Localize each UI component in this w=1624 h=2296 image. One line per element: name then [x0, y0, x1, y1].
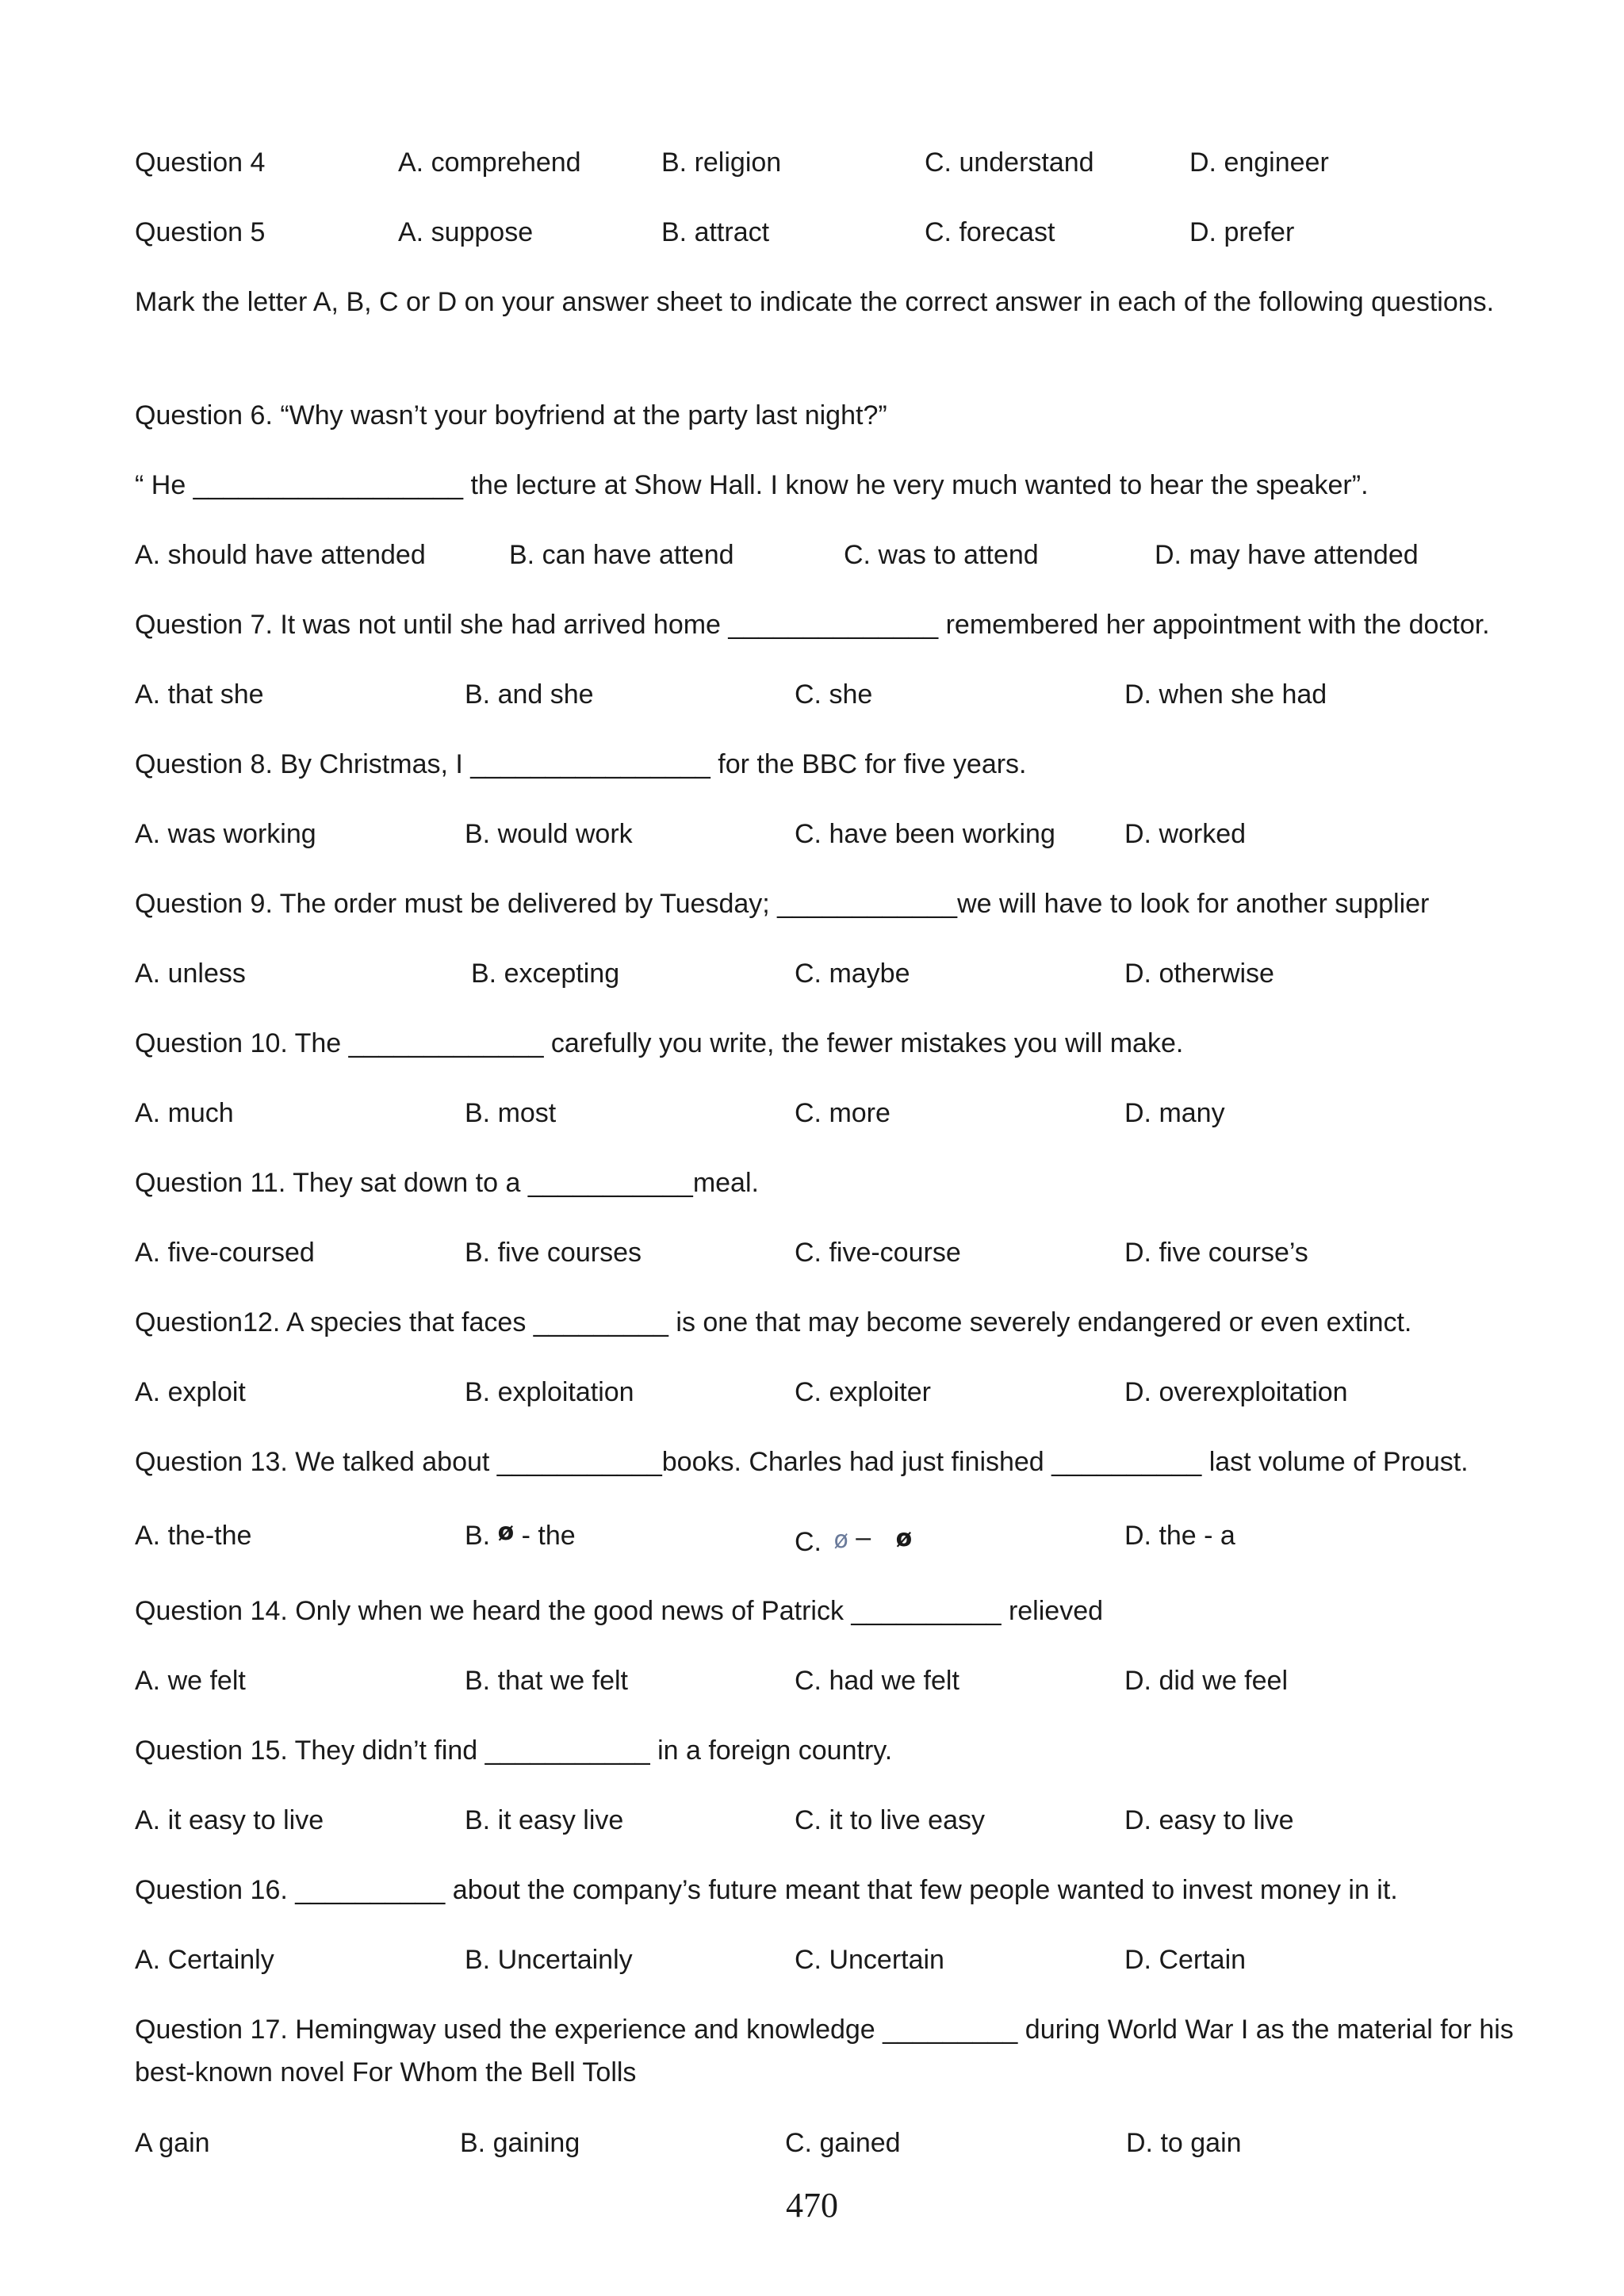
option-d: D. the - a: [1124, 1521, 1235, 1551]
dash: –: [856, 1522, 871, 1552]
option-a: A. that she: [135, 679, 264, 710]
option-a: A. we felt: [135, 1666, 246, 1696]
question-13-stem: Question 13. We talked about ___________books. Charles had just finished __________ last volume of Proust.: [135, 1447, 1469, 1477]
option-c: C. had we felt: [795, 1666, 959, 1696]
option-c: C. understand: [925, 147, 1094, 178]
question-8-stem: Question 8. By Christmas, I ________________ for the BBC for five years.: [135, 749, 1027, 779]
option-d: D. Certain: [1124, 1945, 1247, 1975]
option-d: D. may have attended: [1155, 540, 1419, 570]
question-11-stem: Question 11. They sat down to a ___________meal.: [135, 1168, 759, 1198]
question-12-stem: Question12. A species that faces _________ is one that may become severely endangered or even extinct.: [135, 1307, 1412, 1337]
question-7-stem: Question 7. It was not until she had arrived home ______________ remembered her appointment with the doctor.: [135, 610, 1490, 640]
option-c: C. exploiter: [795, 1377, 931, 1407]
option-d: D. easy to live: [1124, 1805, 1294, 1835]
option-c: C. more: [795, 1098, 891, 1128]
option-a: A. comprehend: [398, 147, 581, 178]
option-b: B. can have attend: [509, 540, 734, 570]
option-c: C. gained: [785, 2128, 901, 2158]
option-b: B. it easy live: [465, 1805, 624, 1835]
null-article-symbol: ø: [497, 1518, 515, 1546]
null-article-symbol: ø: [833, 1526, 848, 1554]
option-c: C. have been working: [795, 819, 1055, 849]
option-b: B. religion: [661, 147, 782, 178]
null-article-symbol: ø: [895, 1525, 913, 1552]
option-d: D. to gain: [1126, 2128, 1242, 2158]
option-c: C. it to live easy: [795, 1805, 985, 1835]
option-a: A. suppose: [398, 217, 534, 247]
option-b: B. excepting: [471, 959, 620, 989]
option-d: D. prefer: [1189, 217, 1295, 247]
option-a: A. much: [135, 1098, 234, 1128]
option-c: C. was to attend: [844, 540, 1039, 570]
option-b: B. that we felt: [465, 1666, 628, 1696]
option-b: B. Uncertainly: [465, 1945, 633, 1975]
question-10-stem: Question 10. The _____________ carefully you write, the fewer mistakes you will make.: [135, 1028, 1184, 1058]
option-b: B. and she: [465, 679, 594, 710]
option-c: [795, 1521, 912, 1565]
option-a: A. the-the: [135, 1521, 252, 1551]
question-15-stem: Question 15. They didn’t find ___________ in a foreign country.: [135, 1735, 893, 1766]
option-c: C. Uncertain: [795, 1945, 944, 1975]
option-c: C. maybe: [795, 959, 910, 989]
option-c: C. forecast: [925, 217, 1055, 247]
option-b-text: - the: [521, 1521, 576, 1551]
option-b: B. would work: [465, 819, 633, 849]
question-17-stem: Question 17. Hemingway used the experience and knowledge _________ during World War I as the material for his best-known novel For Whom the Bell Tolls: [135, 2015, 1514, 2087]
question-9-stem: Question 9. The order must be delivered by Tuesday; ____________we will have to look for another supplier: [135, 889, 1430, 919]
option-d: D. overexploitation: [1124, 1377, 1348, 1407]
question-label: Question 4: [135, 147, 266, 178]
option-a: A. five-coursed: [135, 1238, 315, 1268]
option-d: D. many: [1124, 1098, 1225, 1128]
option-a: A. it easy to live: [135, 1805, 324, 1835]
question-4-row: [135, 141, 1553, 184]
option-a: A. Certainly: [135, 1945, 274, 1975]
page-number: 470: [786, 2186, 838, 2225]
option-c: C. she: [795, 679, 873, 710]
option-b: [465, 1514, 576, 1559]
instruction: Mark the letter A, B, C or D on your answer sheet to indicate the correct answer in each of the following questions.: [135, 287, 1495, 317]
option-a: A. was working: [135, 819, 316, 849]
option-b: B. exploitation: [465, 1377, 634, 1407]
option-b: B. gaining: [460, 2128, 580, 2158]
question-6-stem: Question 6. “Why wasn’t your boyfriend at the party last night?”: [135, 400, 887, 430]
option-d: D. otherwise: [1124, 959, 1274, 989]
option-d: D. did we feel: [1124, 1666, 1288, 1696]
question-14-stem: Question 14. Only when we heard the good news of Patrick __________ relieved: [135, 1596, 1104, 1626]
option-a: A. exploit: [135, 1377, 246, 1407]
option-d: D. engineer: [1189, 147, 1329, 178]
question-5-row: [135, 211, 1553, 254]
option-b: B. attract: [661, 217, 770, 247]
question-label: Question 5: [135, 217, 266, 247]
option-d: D. worked: [1124, 819, 1247, 849]
option-d: D. when she had: [1124, 679, 1327, 710]
option-b: B. five courses: [465, 1238, 642, 1268]
option-c-letter: C.: [795, 1527, 822, 1557]
option-a: A gain: [135, 2128, 210, 2158]
question-6-stem-2: “ He __________________ the lecture at Show Hall. I know he very much wanted to hear the speaker”.: [135, 470, 1369, 500]
option-a: A. should have attended: [135, 540, 426, 570]
option-a: A. unless: [135, 959, 246, 989]
option-c: C. five-course: [795, 1238, 961, 1268]
option-b-letter: B.: [465, 1521, 491, 1551]
question-16-stem: Question 16. __________ about the company’s future meant that few people wanted to invest money in it.: [135, 1875, 1398, 1905]
option-b: B. most: [465, 1098, 557, 1128]
option-d: D. five course’s: [1124, 1238, 1308, 1268]
